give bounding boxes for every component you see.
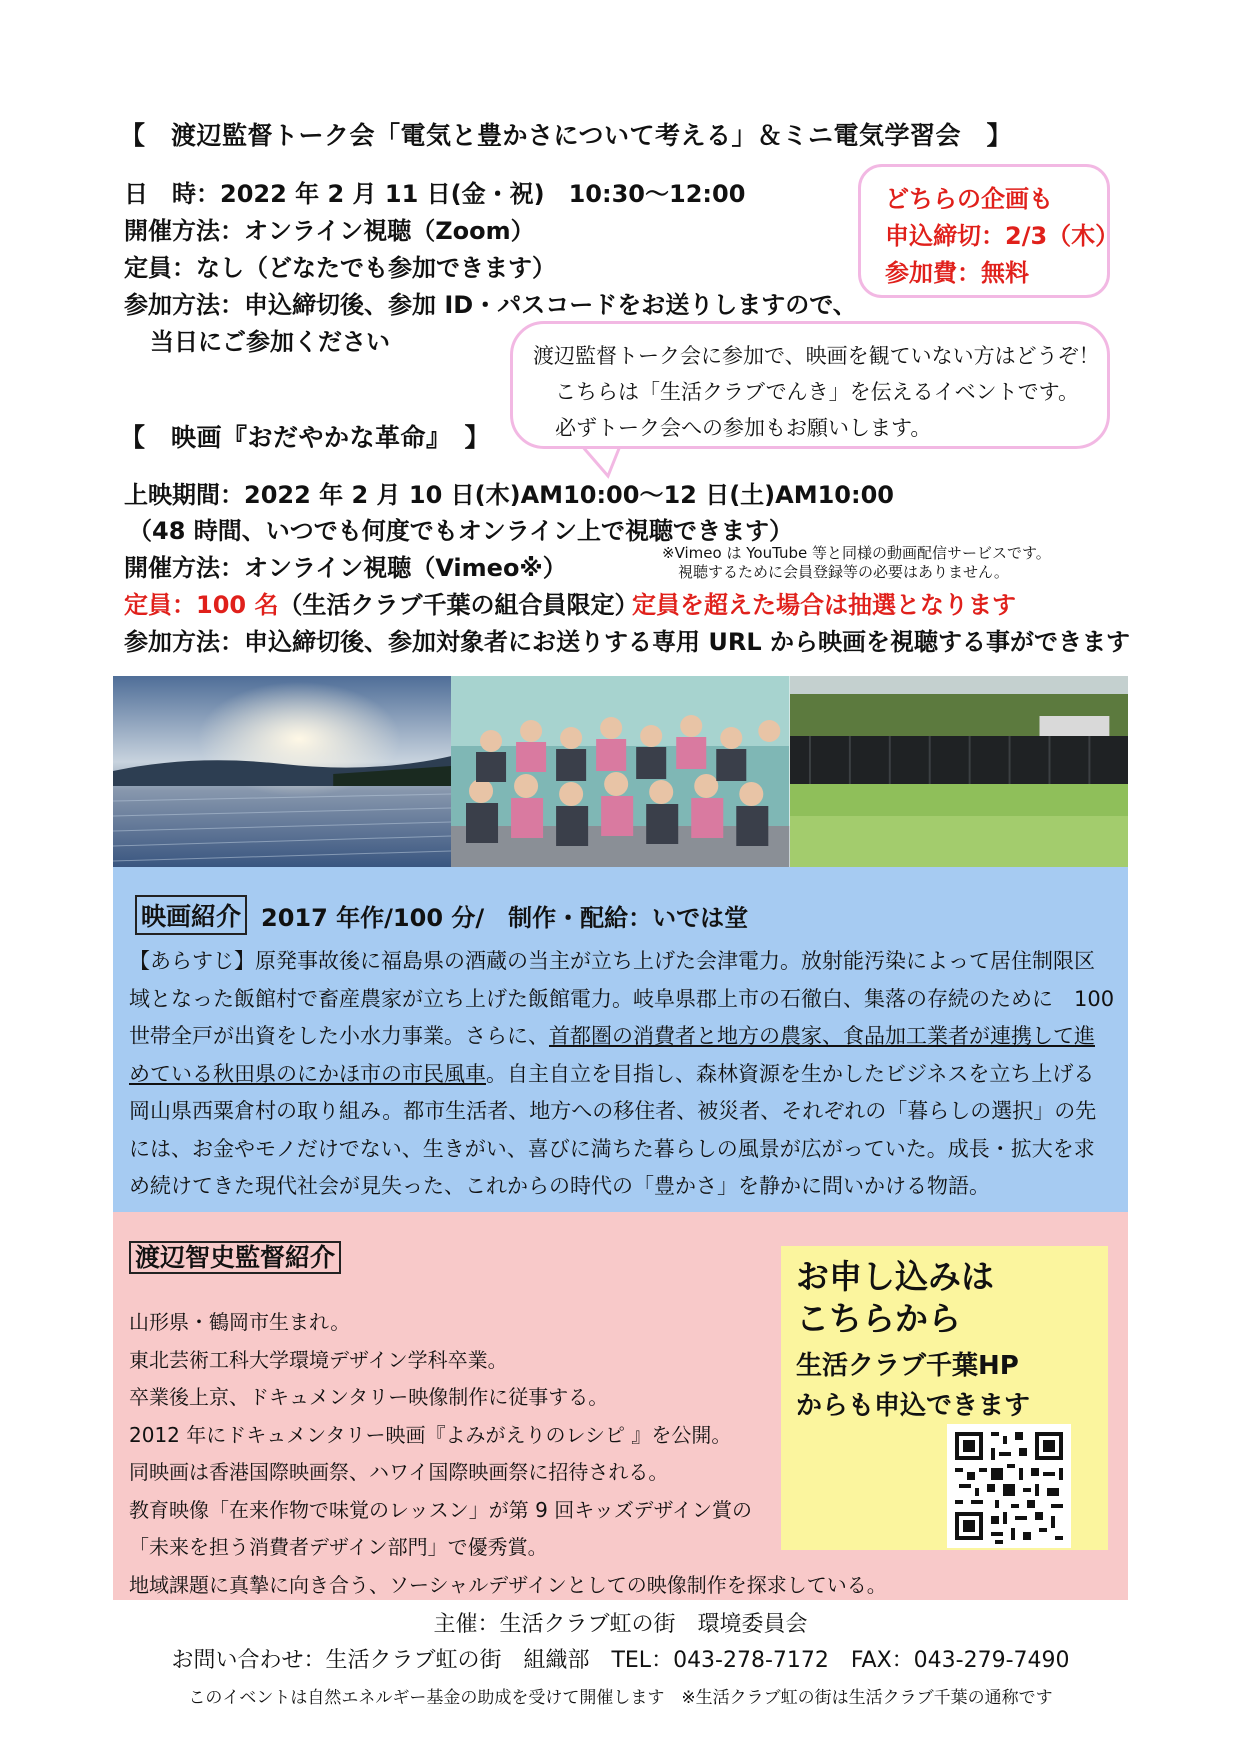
apply-box <box>781 1246 1108 1550</box>
bio-line: 山形県・鶴岡市生まれ。 <box>129 1310 351 1334</box>
talk-title: 【 渡辺監督トーク会「電気と豊かさについて考える」＆ミニ電気学習会 】 <box>120 121 1013 150</box>
footer-contact: お問い合わせ：生活クラブ虹の街 組織部 TEL：043-278-7172 FAX：043-279-7490 <box>171 1648 1070 1673</box>
film-intro-header <box>135 895 748 935</box>
photo-strip <box>113 676 1128 867</box>
bio-line: 同映画は香港国際映画祭、ハワイ国際映画祭に招待される。 <box>129 1460 669 1484</box>
note-line2: こちらは「生活クラブでんき」を伝えるイベントです。 <box>555 380 1079 404</box>
field-landscape-photo <box>790 676 1128 867</box>
rice-field-sunrise-photo <box>113 676 451 867</box>
bio-line: 教育映像「在来作物で味覚のレッスン」が第 9 回キッズデザイン賞の <box>129 1497 753 1522</box>
synopsis-part-a: 【あらすじ】原発事故後に福島県の酒蔵の当主が立ち上げた会津電力。放射能汚染によって居住制限区域となった飯館村で畜産農家が立ち上げた飯館電力。岐阜県郡上市の石徹白、集落の存続のために 100 世帯全戸が出資をした小水力事業。さらに、 <box>129 949 1115 1048</box>
apply-line3: 生活クラブ千葉HP <box>796 1351 1019 1381</box>
film-capacity <box>124 585 638 620</box>
talk-capacity: 定員：なし（どなたでも参加できます） <box>124 254 556 282</box>
film-capacity-black: （生活クラブ千葉の組合員限定） <box>278 591 639 619</box>
film-method: 開催方法：オンライン視聴（Vimeo※） <box>124 554 567 582</box>
film-period-note: （48 時間、いつでも何度でもオンライン上で視聴できます） <box>128 517 794 545</box>
film-title: 【 映画『おだやかな革命』 】 <box>120 423 491 452</box>
film-how: 参加方法：申込締切後、参加対象者にお送りする専用 URL から映画を視聴する事ができます <box>124 628 1130 656</box>
director-header <box>129 1238 341 1274</box>
qr-code-icon[interactable] <box>947 1424 1071 1548</box>
apply-subtext <box>796 1346 1030 1426</box>
deadline-line2: 申込締切：2/3（木） <box>885 222 1120 250</box>
footer-note: このイベントは自然エネルギー基金の助成を受けて開催します ※生活クラブ虹の街は生活クラブ千葉の通称です <box>188 1688 1053 1708</box>
deadline-callout <box>858 164 1120 298</box>
apply-line4: からも申込できます <box>796 1391 1031 1421</box>
bio-line: 「未来を担う消費者デザイン部門」で優秀賞。 <box>129 1535 548 1559</box>
film-intro-label: 映画紹介 <box>135 895 247 935</box>
film-intro-meta: 2017 年作/100 分/ 制作・配給：いでは堂 <box>261 903 749 932</box>
deadline-line1: どちらの企画も <box>885 185 1053 213</box>
group-photo <box>451 676 789 867</box>
talk-datetime: 日 時：2022 年 2 月 11 日(金・祝) 10:30～12:00 <box>124 180 746 208</box>
talk-how-line2: 当日にご参加ください <box>150 328 390 356</box>
film-capacity-red: 定員：100 名 <box>124 591 279 619</box>
note-line3: 必ずトーク会への参加もお願いします。 <box>555 416 932 440</box>
note-callout <box>510 321 1110 449</box>
apply-heading <box>796 1256 994 1340</box>
director-bio <box>129 1304 887 1604</box>
apply-line1: お申し込みは <box>796 1257 994 1296</box>
lottery-note: 定員を超えた場合は抽選となります <box>632 591 1016 619</box>
talk-how-line1: 参加方法：申込締切後、参加 ID・パスコードをお送りしますので、 <box>124 291 857 319</box>
bio-line: 地域課題に真摯に向き合う、ソーシャルデザインとしての映像制作を探求している。 <box>129 1572 887 1597</box>
note-line1: 渡辺監督トーク会に参加で、映画を観ていない方はどうぞ！ <box>533 344 1100 368</box>
bio-line: 卒業後上京、ドキュメンタリー映像制作に従事する。 <box>129 1385 609 1409</box>
film-period: 上映期間：2022 年 2 月 10 日(木)AM10:00～12 日(土)AM10:00 <box>124 481 895 509</box>
bio-line: 2012 年にドキュメンタリー映画『よみがえりのレシピ 』を公開。 <box>129 1422 732 1447</box>
film-intro-section <box>113 867 1128 1212</box>
synopsis-underlined: 首都圏の消費者と地方の農家、食品加工業者が連携して進めている秋田県のにかほ市の市民風車 <box>129 1024 1095 1086</box>
film-synopsis <box>129 943 1115 1206</box>
bio-line: 東北芸術工科大学環境デザイン学科卒業。 <box>129 1347 508 1372</box>
talk-method: 開催方法：オンライン視聴（Zoom） <box>124 217 535 245</box>
deadline-line3: 参加費：無料 <box>885 259 1029 287</box>
synopsis-part-b: 。自主自立を目指し、森林資源を生かしたビジネスを立ち上げる岡山県西粟倉村の取り組み。都市生活者、地方への移住者、被災者、それぞれの「暮らしの選択」の先には、お金やモノだけでない、生きがい、喜びに満ちた暮らしの風景が広がっていた。成長・拡大を求め続けてきた現代社会が見失った、これからの時代の「豊かさ」を静かに問いかける物語。 <box>129 1061 1097 1198</box>
vimeo-note-1: ※Vimeo は YouTube 等と同様の動画配信サービスです。 <box>662 544 1051 562</box>
vimeo-note-2: 視聴するために会員登録等の必要はありません。 <box>678 563 1009 581</box>
director-label: 渡辺智史監督紹介 <box>129 1241 341 1274</box>
apply-line2: こちらから <box>796 1299 961 1338</box>
footer-organizer: 主催：生活クラブ虹の街 環境委員会 <box>433 1612 808 1637</box>
